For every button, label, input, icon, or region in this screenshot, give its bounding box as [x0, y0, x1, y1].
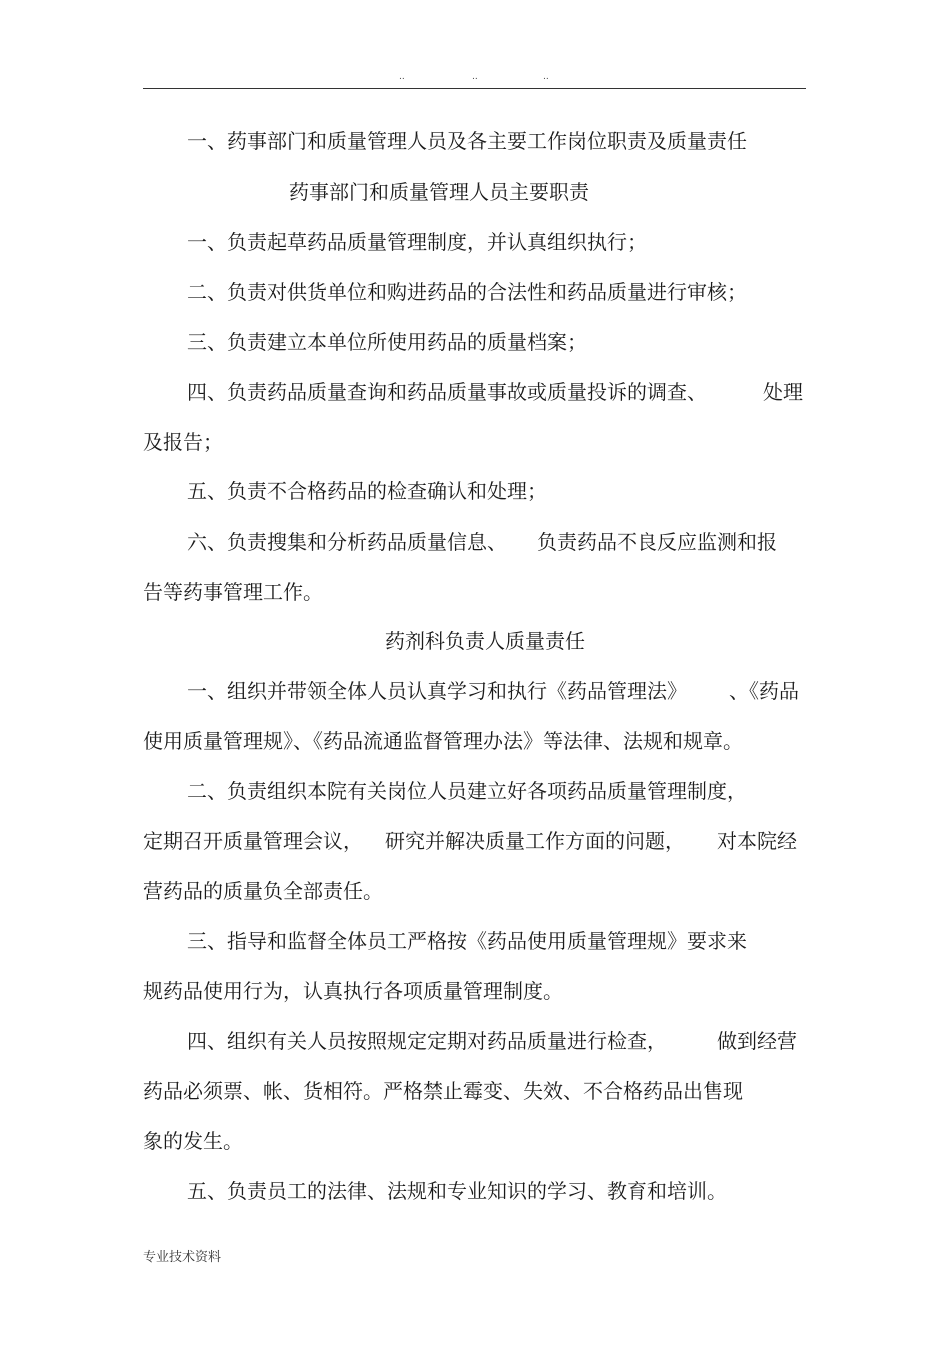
paragraph-line: 营药品的质量负全部责任。 — [143, 879, 383, 903]
paragraph-line: 六、负责搜集和分析药品质量信息、 — [187, 530, 507, 554]
header-mark: .. — [472, 72, 478, 82]
paragraph-line: 及报告； — [143, 430, 223, 454]
section-title: 一、药事部门和质量管理人员及各主要工作岗位职责及质量责任 — [187, 129, 747, 153]
paragraph-line: 一、组织并带领全体人员认真学习和执行《药品管理法》 — [187, 679, 687, 703]
paragraph-line: 告等药事管理工作。 — [143, 580, 323, 604]
paragraph-line: 五、负责不合格药品的检查确认和处理； — [187, 479, 547, 503]
paragraph-line: 对本院经 — [717, 829, 797, 853]
paragraph-line: 规药品使用行为，认真执行各项质量管理制度。 — [143, 979, 563, 1003]
header-mark: .. — [399, 72, 405, 82]
paragraph-line: 五、负责员工的法律、法规和专业知识的学习、教育和培训。 — [187, 1179, 727, 1203]
page-header — [143, 70, 806, 89]
paragraph-line: 三、负责建立本单位所使用药品的质量档案； — [187, 330, 587, 354]
subsection-title: 药剂科负责人质量责任 — [385, 629, 585, 653]
paragraph-line: 使用质量管理规》、《药品流通监督管理办法》等法律、法规和规章。 — [143, 729, 743, 753]
paragraph-line: 二、负责组织本院有关岗位人员建立好各项药品质量管理制度， — [187, 779, 747, 803]
paragraph-line: 二、负责对供货单位和购进药品的合法性和药品质量进行审核； — [187, 280, 747, 304]
paragraph-line: 四、组织有关人员按照规定定期对药品质量进行检查， — [187, 1029, 667, 1053]
paragraph-line: 、《药品 — [729, 679, 799, 703]
paragraph-line: 一、负责起草药品质量管理制度，并认真组织执行； — [187, 230, 647, 254]
page-footer: 专业技术资料 — [143, 1250, 222, 1265]
paragraph-line: 象的发生。 — [143, 1129, 243, 1153]
paragraph-line: 处理 — [763, 380, 803, 404]
paragraph-line: 研究并解决质量工作方面的问题， — [385, 829, 685, 853]
paragraph-line: 负责药品不良反应监测和报 — [537, 530, 777, 554]
paragraph-line: 四、负责药品质量查询和药品质量事故或质量投诉的调查、 — [187, 380, 707, 404]
paragraph-line: 定期召开质量管理会议， — [143, 829, 363, 853]
paragraph-line: 药品必须票、帐、货相符。严格禁止霉变、失效、不合格药品出售现 — [143, 1079, 743, 1103]
subsection-title: 药事部门和质量管理人员主要职责 — [289, 180, 589, 204]
paragraph-line: 三、指导和监督全体员工严格按《药品使用质量管理规》要求来 — [187, 929, 747, 953]
paragraph-line: 做到经营 — [717, 1029, 797, 1053]
header-mark: .. — [543, 72, 549, 82]
